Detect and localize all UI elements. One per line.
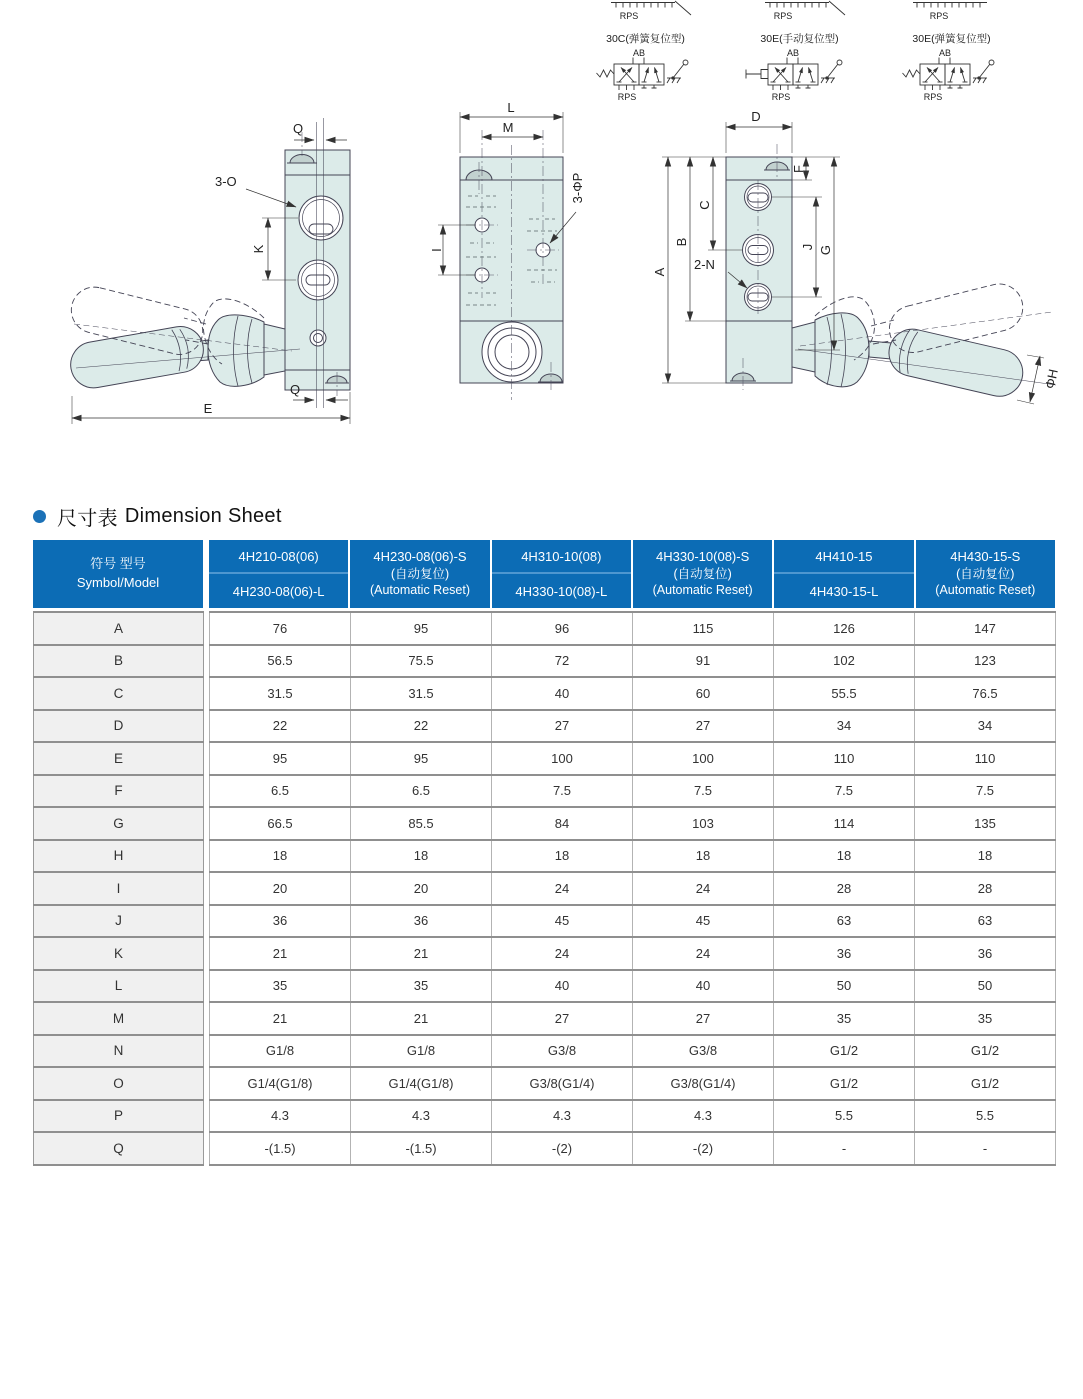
- symbol-cell: I: [34, 872, 204, 905]
- value-cell: 75.5: [351, 645, 492, 678]
- value-cell: 22: [351, 710, 492, 743]
- value-cell: G1/8: [351, 1035, 492, 1068]
- valve-symbol-30e-manual: [737, 31, 862, 110]
- table-row: [34, 775, 1056, 808]
- dimension-table-header: [33, 540, 1055, 608]
- value-cell: 21: [351, 937, 492, 970]
- table-row: [34, 1067, 1056, 1100]
- value-cell: 40: [492, 677, 633, 710]
- dim-label-ph: ΦH: [1042, 367, 1061, 391]
- port-label-bottom: RPS: [617, 92, 637, 102]
- dim-label-d: D: [751, 109, 761, 124]
- dim-label-a: A: [652, 267, 667, 277]
- value-cell: 18: [915, 840, 1056, 873]
- model-name: 4H230-08(06)-S: [373, 549, 467, 565]
- value-cell: G1/2: [774, 1035, 915, 1068]
- value-cell: 95: [351, 612, 492, 645]
- symbol-cell: M: [34, 1002, 204, 1035]
- value-cell: G1/4(G1/8): [210, 1067, 351, 1100]
- section-title: [33, 502, 282, 531]
- dim-label-j: J: [800, 243, 815, 251]
- value-cell: 7.5: [915, 775, 1056, 808]
- header-model-columns: [209, 540, 1055, 608]
- header-col-4h230s: [350, 540, 489, 608]
- table-row: [34, 1100, 1056, 1133]
- value-cell: 35: [774, 1002, 915, 1035]
- model-subtitle-en: (Automatic Reset): [369, 583, 470, 598]
- value-cell: 35: [351, 970, 492, 1003]
- value-cell: 36: [351, 905, 492, 938]
- dim-label-i: I: [429, 248, 444, 252]
- value-cell: 7.5: [633, 775, 774, 808]
- symbol-cell: Q: [34, 1132, 204, 1165]
- value-cell: 56.5: [210, 645, 351, 678]
- value-cell: 50: [915, 970, 1056, 1003]
- symbol-cell: F: [34, 775, 204, 808]
- value-cell: 31.5: [351, 677, 492, 710]
- symbol-title: 30E(手动复位型): [760, 33, 839, 45]
- value-cell: 147: [915, 612, 1056, 645]
- bullet-dot-icon: [33, 510, 46, 523]
- drawing-side-view-lever-right: [650, 100, 1083, 440]
- value-cell: 24: [492, 937, 633, 970]
- value-cell: 110: [915, 742, 1056, 775]
- value-cell: 24: [492, 872, 633, 905]
- value-cell: 4.3: [633, 1100, 774, 1133]
- model-name: 4H330-10(08)-L: [515, 583, 608, 599]
- value-cell: -: [915, 1132, 1056, 1165]
- value-cell: -(2): [492, 1132, 633, 1165]
- value-cell: 5.5: [915, 1100, 1056, 1133]
- value-cell: 21: [210, 937, 351, 970]
- value-cell: 18: [210, 840, 351, 873]
- value-cell: 27: [492, 1002, 633, 1035]
- value-cell: 102: [774, 645, 915, 678]
- port-label: RPS: [929, 11, 949, 21]
- drawing-side-view-lever-left: [60, 100, 400, 440]
- value-cell: 84: [492, 807, 633, 840]
- value-cell: 18: [633, 840, 774, 873]
- value-cell: 135: [915, 807, 1056, 840]
- value-cell: G1/2: [915, 1035, 1056, 1068]
- value-cell: 27: [633, 1002, 774, 1035]
- valve-schematic: [889, 47, 1014, 105]
- value-cell: 123: [915, 645, 1056, 678]
- value-cell: 18: [774, 840, 915, 873]
- model-subtitle-en: (Automatic Reset): [935, 583, 1036, 598]
- symbol-cell: C: [34, 677, 204, 710]
- table-row: [34, 710, 1056, 743]
- value-cell: 18: [492, 840, 633, 873]
- symbol-title: 30C(弹簧复位型): [606, 33, 685, 45]
- table-row: [34, 970, 1056, 1003]
- value-cell: 36: [774, 937, 915, 970]
- value-cell: 21: [351, 1002, 492, 1035]
- dim-label-e: E: [203, 401, 213, 416]
- model-subtitle-zh: (自动复位): [673, 567, 732, 582]
- value-cell: 95: [210, 742, 351, 775]
- value-cell: G1/2: [774, 1067, 915, 1100]
- symbol-cell: D: [34, 710, 204, 743]
- header-symbol-zh: 符号 型号: [90, 556, 146, 572]
- value-cell: G3/8: [492, 1035, 633, 1068]
- model-subtitle-zh: (自动复位): [390, 567, 450, 582]
- value-cell: G3/8: [633, 1035, 774, 1068]
- symbol-cell: J: [34, 905, 204, 938]
- model-name: 4H430-15-L: [809, 583, 879, 599]
- value-cell: 22: [210, 710, 351, 743]
- value-cell: 27: [492, 710, 633, 743]
- table-row: [34, 840, 1056, 873]
- model-subtitle-zh: (自动复位): [956, 567, 1015, 582]
- valve-symbol-30c-spring: [583, 31, 708, 110]
- valve-schematic: [583, 47, 708, 105]
- value-cell: 18: [351, 840, 492, 873]
- table-row: [34, 937, 1056, 970]
- table-row: [34, 612, 1056, 645]
- dim-label-f: F: [791, 165, 806, 173]
- header-col-4h430s: [916, 540, 1055, 608]
- model-name: 4H230-08(06)-L: [232, 583, 325, 599]
- valve-schematic: [737, 47, 862, 105]
- section-title-zh: 尺寸表: [57, 508, 118, 530]
- value-cell: G1/4(G1/8): [351, 1067, 492, 1100]
- value-cell: 95: [351, 742, 492, 775]
- valve-symbol-partial-3: [889, 0, 1014, 22]
- symbol-cell: K: [34, 937, 204, 970]
- dim-label-3pp: 3-ΦP: [570, 172, 585, 204]
- value-cell: 63: [915, 905, 1056, 938]
- value-cell: 72: [492, 645, 633, 678]
- model-name: 4H210-08(06): [209, 540, 348, 574]
- value-cell: 34: [915, 710, 1056, 743]
- table-row: [34, 677, 1056, 710]
- value-cell: 6.5: [210, 775, 351, 808]
- value-cell: G1/2: [915, 1067, 1056, 1100]
- valve-body: [285, 150, 350, 390]
- dim-label-b: B: [674, 237, 689, 247]
- value-cell: 103: [633, 807, 774, 840]
- header-col-4h210: [209, 540, 348, 608]
- dim-label-2n: 2-N: [694, 257, 715, 272]
- model-name: 4H430-15-S: [950, 549, 1021, 565]
- value-cell: 34: [774, 710, 915, 743]
- value-cell: 45: [492, 905, 633, 938]
- hand-lever-solid: [67, 315, 300, 392]
- model-subtitle-en: (Automatic Reset): [652, 583, 753, 598]
- value-cell: -(2): [633, 1132, 774, 1165]
- value-cell: 63: [774, 905, 915, 938]
- dimension-table: [33, 611, 1056, 1166]
- dim-label-c: C: [697, 200, 712, 210]
- valve-symbol-partial-2: [737, 0, 862, 22]
- dim-label-q-bottom: Q: [290, 382, 301, 397]
- value-cell: 76.5: [915, 677, 1056, 710]
- table-row: [34, 1035, 1056, 1068]
- symbol-cell: L: [34, 970, 204, 1003]
- value-cell: 4.3: [492, 1100, 633, 1133]
- valve-body: [726, 157, 792, 383]
- value-cell: -(1.5): [210, 1132, 351, 1165]
- table-row: [34, 1002, 1056, 1035]
- header-symbol-model: [33, 540, 203, 608]
- value-cell: 24: [633, 872, 774, 905]
- table-row: [34, 905, 1056, 938]
- value-cell: G3/8(G1/4): [492, 1067, 633, 1100]
- value-cell: 60: [633, 677, 774, 710]
- table-row: [34, 645, 1056, 678]
- value-cell: 126: [774, 612, 915, 645]
- drawing-front-view: [429, 100, 662, 430]
- value-cell: 20: [351, 872, 492, 905]
- value-cell: 35: [210, 970, 351, 1003]
- value-cell: 4.3: [210, 1100, 351, 1133]
- value-cell: 50: [774, 970, 915, 1003]
- value-cell: 40: [633, 970, 774, 1003]
- table-row: [34, 1132, 1056, 1165]
- symbol-cell: P: [34, 1100, 204, 1133]
- dim-label-l: L: [507, 100, 515, 115]
- symbol-cell: O: [34, 1067, 204, 1100]
- dim-label-q-top: Q: [293, 121, 304, 136]
- value-cell: -: [774, 1132, 915, 1165]
- valve-symbol-partial-1: [583, 0, 708, 22]
- value-cell: 76: [210, 612, 351, 645]
- value-cell: 5.5: [774, 1100, 915, 1133]
- section-title-en: Dimension Sheet: [124, 505, 282, 527]
- value-cell: 20: [210, 872, 351, 905]
- value-cell: 4.3: [351, 1100, 492, 1133]
- symbol-cell: G: [34, 807, 204, 840]
- model-name: 4H330-10(08)-S: [656, 549, 750, 565]
- value-cell: 24: [633, 937, 774, 970]
- dim-label-g: G: [818, 244, 833, 256]
- value-cell: 91: [633, 645, 774, 678]
- port-label-top: AB: [632, 48, 646, 58]
- port-label: RPS: [619, 11, 639, 21]
- value-cell: 110: [774, 742, 915, 775]
- header-col-4h410: [774, 540, 913, 608]
- port-label-top: AB: [786, 48, 800, 58]
- symbol-cell: B: [34, 645, 204, 678]
- value-cell: -(1.5): [351, 1132, 492, 1165]
- symbol-cell: H: [34, 840, 204, 873]
- value-cell: 100: [633, 742, 774, 775]
- header-col-4h310: [492, 540, 631, 608]
- table-row: [34, 872, 1056, 905]
- dim-label-k: K: [251, 244, 266, 254]
- value-cell: 66.5: [210, 807, 351, 840]
- value-cell: 55.5: [774, 677, 915, 710]
- value-cell: 35: [915, 1002, 1056, 1035]
- value-cell: 40: [492, 970, 633, 1003]
- value-cell: G3/8(G1/4): [633, 1067, 774, 1100]
- port-label-bottom: RPS: [771, 92, 791, 102]
- value-cell: 27: [633, 710, 774, 743]
- value-cell: 7.5: [774, 775, 915, 808]
- symbol-title: 30E(弹簧复位型): [912, 33, 991, 45]
- value-cell: 6.5: [351, 775, 492, 808]
- dim-label-3o: 3-O: [215, 174, 237, 189]
- value-cell: 114: [774, 807, 915, 840]
- value-cell: 36: [915, 937, 1056, 970]
- model-name: 4H410-15: [774, 540, 913, 574]
- symbol-cell: E: [34, 742, 204, 775]
- port-label-top: AB: [938, 48, 952, 58]
- valve-symbol-30e-spring: [889, 31, 1014, 110]
- value-cell: 36: [210, 905, 351, 938]
- model-name: 4H310-10(08): [492, 540, 631, 574]
- table-row: [34, 742, 1056, 775]
- table-row: [34, 807, 1056, 840]
- hand-lever-solid: [792, 313, 1056, 401]
- value-cell: 7.5: [492, 775, 633, 808]
- port-label-bottom: RPS: [923, 92, 943, 102]
- header-symbol-en: Symbol/Model: [76, 575, 160, 590]
- value-cell: G1/8: [210, 1035, 351, 1068]
- value-cell: 28: [774, 872, 915, 905]
- symbol-cell: A: [34, 612, 204, 645]
- value-cell: 96: [492, 612, 633, 645]
- value-cell: 21: [210, 1002, 351, 1035]
- value-cell: 28: [915, 872, 1056, 905]
- value-cell: 31.5: [210, 677, 351, 710]
- value-cell: 45: [633, 905, 774, 938]
- dim-label-m: M: [502, 120, 514, 135]
- symbol-cell: N: [34, 1035, 204, 1068]
- value-cell: 85.5: [351, 807, 492, 840]
- value-cell: 100: [492, 742, 633, 775]
- port-label: RPS: [773, 11, 793, 21]
- header-col-4h330s: [633, 540, 772, 608]
- value-cell: 115: [633, 612, 774, 645]
